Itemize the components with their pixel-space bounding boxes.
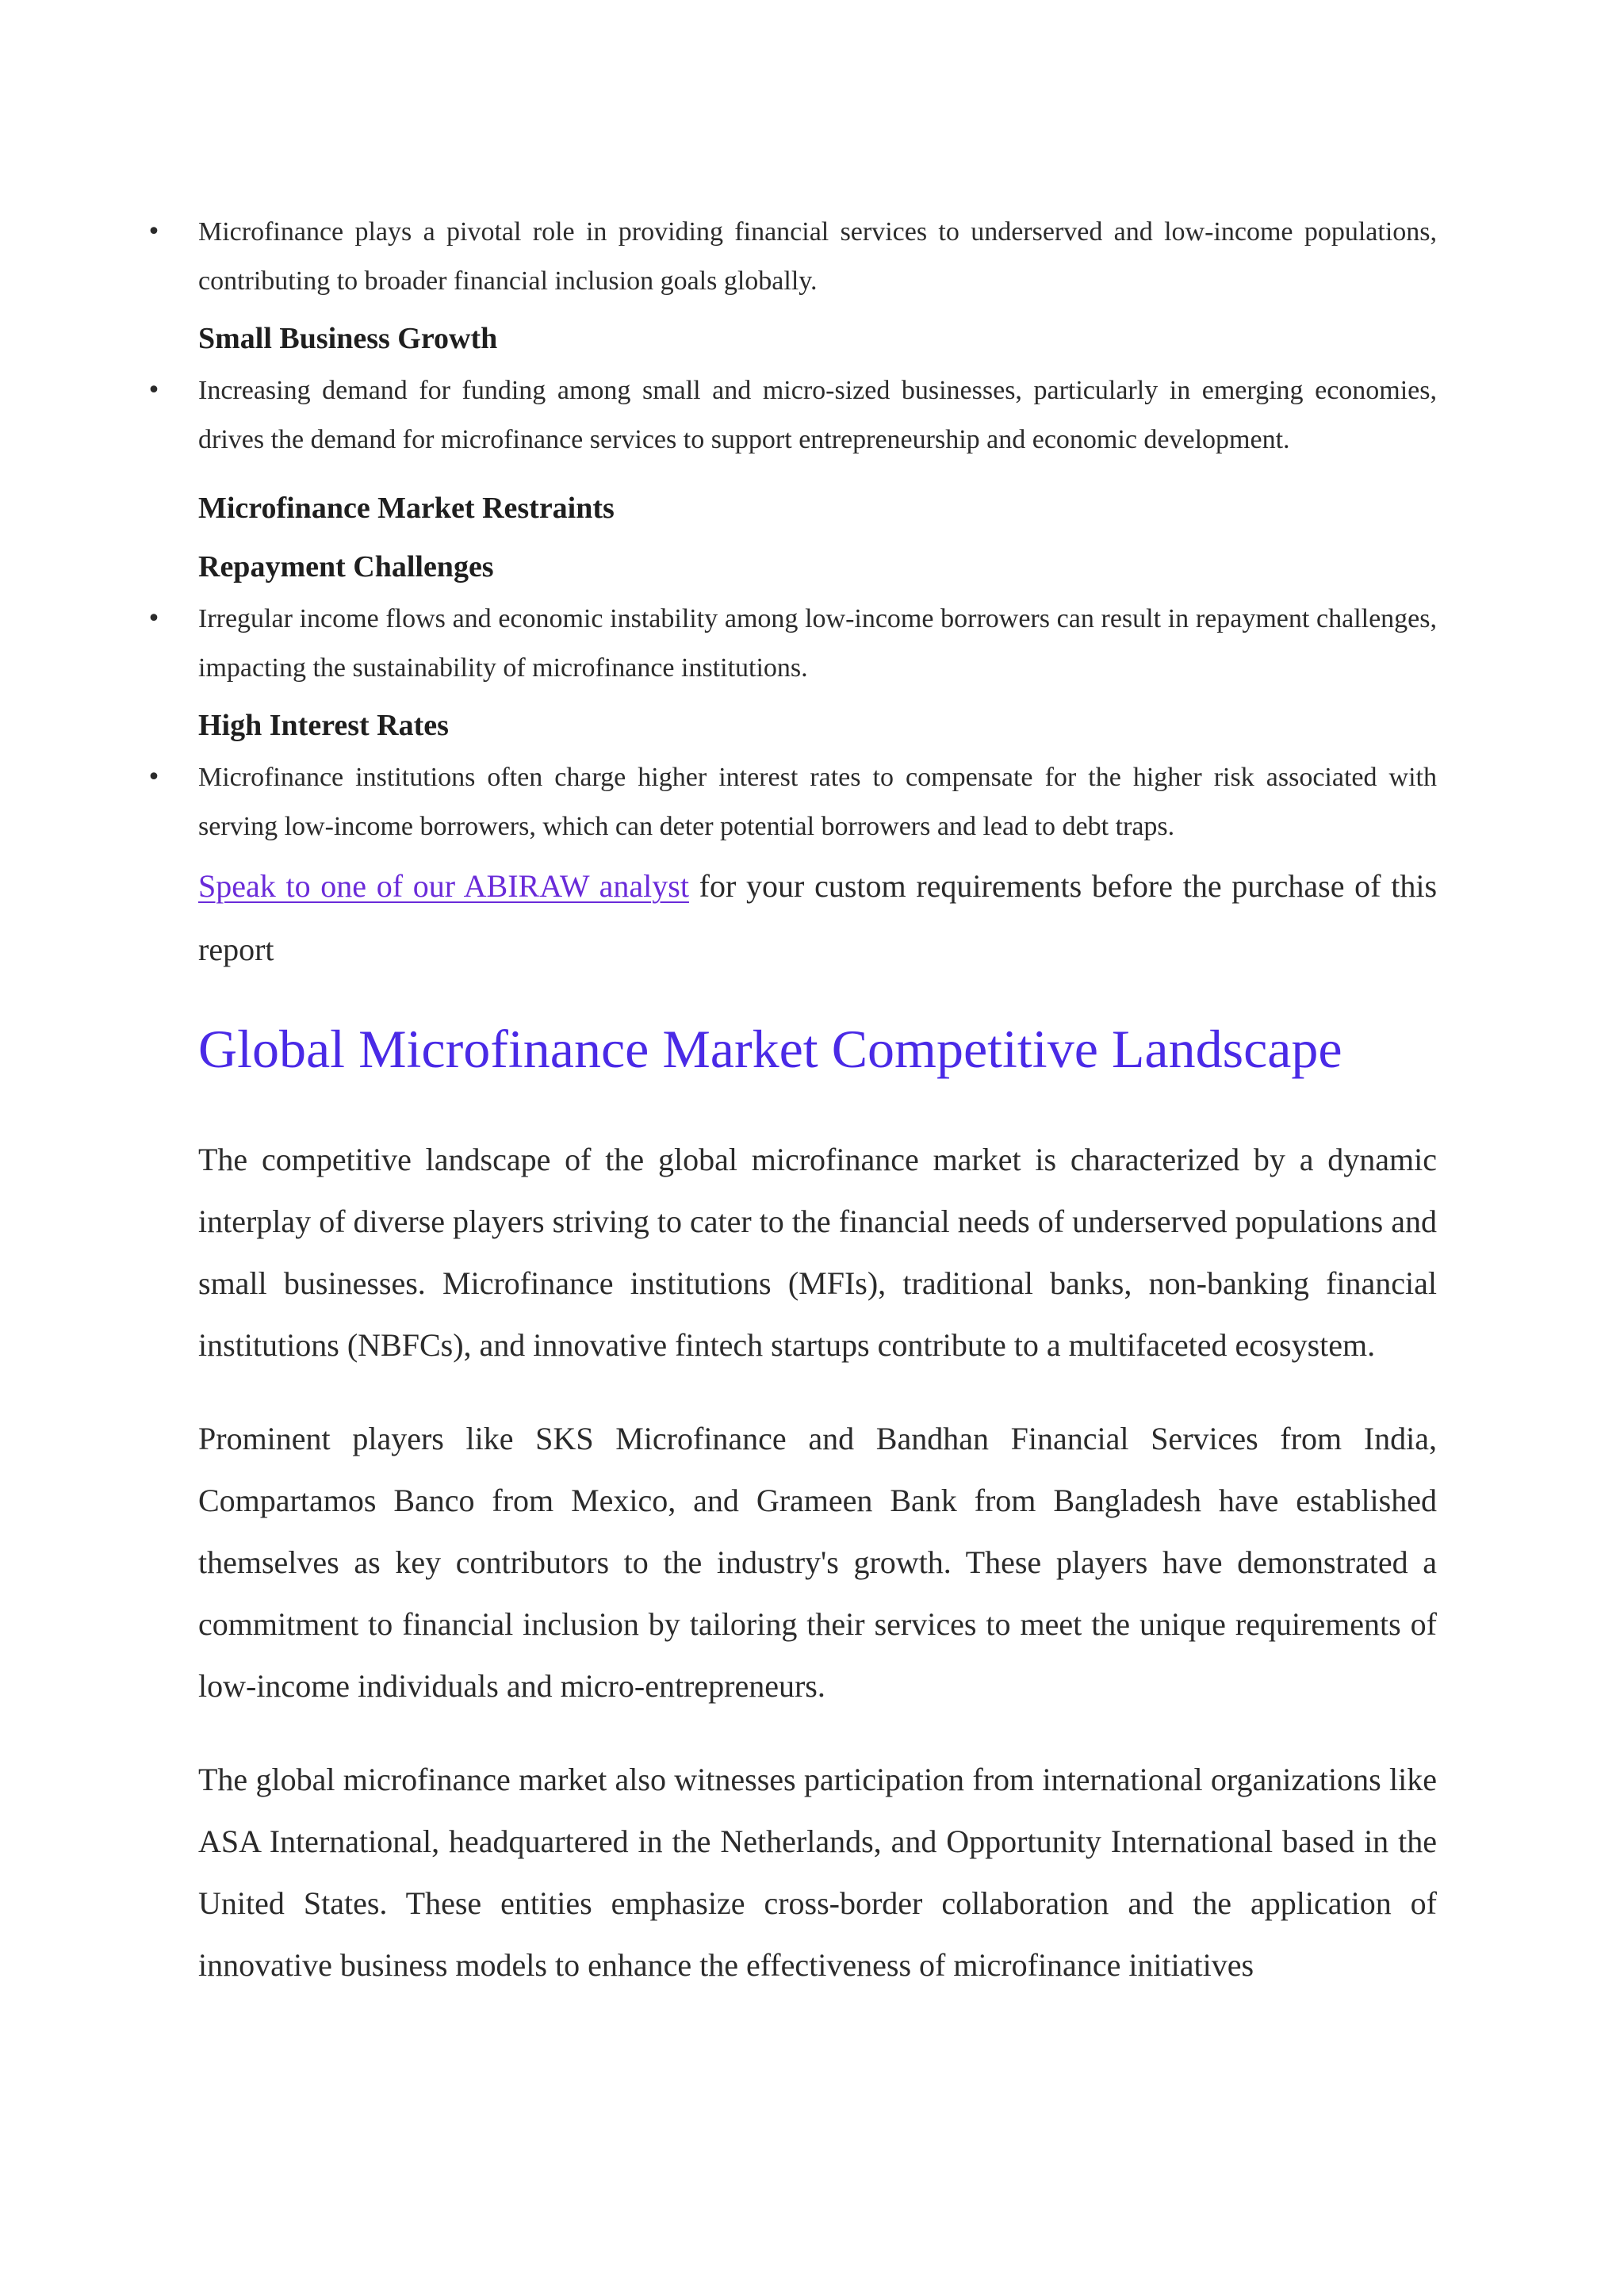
page-content — [147, 208, 1438, 2028]
paragraph-prominent-players: Prominent players like SKS Microfinance and Bandhan Financial Services from India, Compartamos Banco from Mexico, and Grameen Bank from Bangladesh have established themselves as key contributors to the industry's growth. These players have demonstrated a commitment to financial inclusion by tailoring their services to meet the unique requirements of low-income individuals and micro-entrepreneurs. — [198, 1421, 1437, 1704]
section-title: Global Microfinance Market Competitive Landscape — [198, 1019, 1342, 1079]
bullet-small-business-demand — [147, 366, 1437, 465]
cta-text: for your custom requirements before the purchase of this report — [198, 868, 1438, 967]
heading-small-business-growth: Small Business Growth — [198, 322, 498, 355]
speak-to-analyst-link[interactable]: Speak to one of our ABIRAW analyst — [198, 868, 689, 904]
bullet-repayment — [147, 595, 1437, 693]
bullet-marker: • — [147, 605, 161, 633]
bullet-financial-inclusion — [147, 208, 1437, 306]
bullet-text: Microfinance institutions often charge higher interest rates to compensate for the higher risk associated with serving low-income borrowers, which can deter potential borrowers and lead to debt traps. — [198, 763, 1437, 841]
bullet-interest-rates — [147, 753, 1437, 851]
bullet-marker: • — [147, 218, 161, 246]
heading-high-interest-rates: High Interest Rates — [198, 709, 449, 742]
heading-repayment-challenges: Repayment Challenges — [198, 550, 494, 584]
paragraph-landscape-overview: The competitive landscape of the global microfinance market is characterized by a dynamic interplay of diverse players striving to cater to the financial needs of underserved populations and small businesses. Microfinance institutions (MFIs), traditional banks, non-banking financial institutions (NBFCs), and innovative fintech startups contribute to a multifaceted ecosystem. — [198, 1142, 1437, 1363]
bullet-text: Microfinance plays a pivotal role in providing financial services to underserved and low-income populations, contributing to broader financial inclusion goals globally. — [198, 217, 1437, 296]
bullet-text: Increasing demand for funding among small and micro-sized businesses, particularly in emerging economies, drives the demand for microfinance services to support entrepreneurship and economic development. — [198, 376, 1437, 454]
bullet-text: Irregular income flows and economic instability among low-income borrowers can result in repayment challenges, impacting the sustainability of microfinance institutions. — [198, 604, 1437, 683]
bullet-marker: • — [147, 763, 161, 791]
analyst-cta — [198, 855, 1437, 982]
paragraph-international-organizations: The global microfinance market also witnesses participation from international organizations like ASA International, headquartered in the Netherlands, and Opportunity International based in the United States. These entities emphasize cross-border collaboration and the application of innovative business models to enhance the effectiveness of microfinance initiatives — [198, 1762, 1437, 1983]
bullet-marker: • — [147, 377, 161, 404]
heading-market-restraints: Microfinance Market Restraints — [198, 492, 615, 525]
